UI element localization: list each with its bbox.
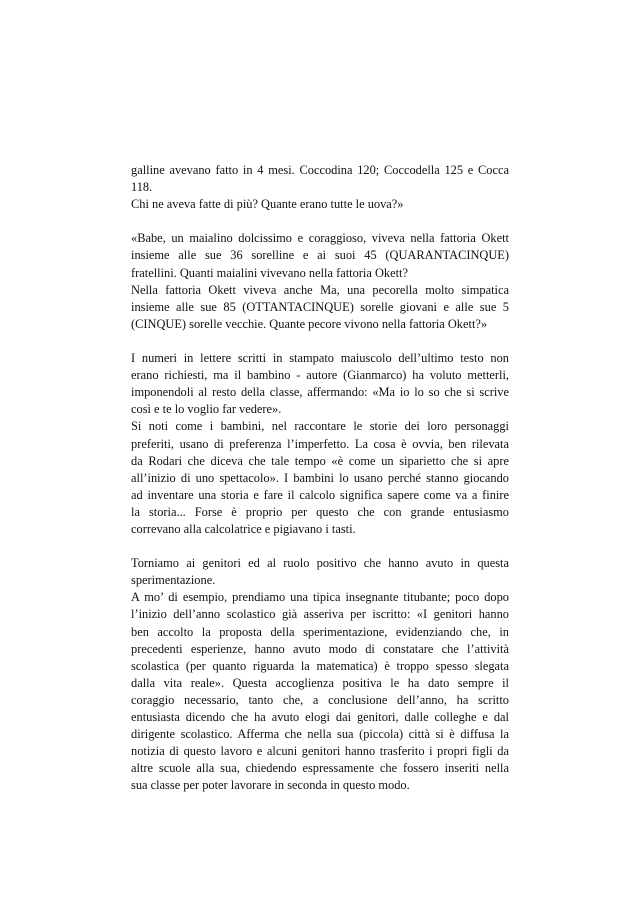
text-line: notizia di questo lavoro e alcuni genitori hanno trasferito i propri figli da: [131, 744, 509, 759]
text-line: (CINQUE) sorelle vecchie. Quante pecore vivono nella fattoria Okett?»: [131, 316, 488, 331]
text-line: galline avevano fatto in 4 mesi. Coccodina 120; Coccodella 125 e Cocca: [131, 163, 509, 177]
text-line: sua classe per poter lavorare in seconda in questo modo.: [131, 778, 410, 793]
text-line: altre scuole alla sua, chiedendo espressamente che fossero inseriti nella: [131, 761, 509, 776]
text-line: erano richiesti, ma il bambino - autore (Gianmarco) ha voluto metterli,: [131, 368, 509, 383]
text-line: dirigente scolastico. Afferma che nella sua (piccola) città si è diffusa la: [131, 727, 509, 742]
text-line: da Rodari che diceva che tale tempo «è come un siparietto che si apre: [131, 453, 509, 468]
text-line: Nella fattoria Okett viveva anche Ma, una pecorella molto simpatica: [131, 282, 509, 297]
text-line: Si noti come i bambini, nel raccontare le storie dei loro personaggi: [131, 419, 509, 434]
paragraph: [131, 350, 509, 538]
text-line: 118.: [131, 180, 153, 195]
text-line: A mo’ di esempio, prendiamo una tipica insegnante titubante; poco dopo: [131, 590, 509, 605]
text-line: precedenti esperienze, hanno avuto modo di constatare che l’attività: [131, 641, 509, 656]
text-line: così e te lo voglio far vedere».: [131, 402, 282, 417]
text-line: insieme alle sue 36 sorelline e ai suoi 45 (QUARANTACINQUE): [131, 248, 509, 263]
text-line: insieme alle sue 85 (OTTANTACINQUE) sorelle giovani e alle sue 5: [131, 299, 509, 314]
text-line: imponendoli al resto della classe, affermando: «Ma io lo so che si scrive: [131, 385, 509, 400]
text-line: Chi ne aveva fatte di più? Quante erano tutte le uova?»: [131, 197, 404, 212]
text-line: ad inventare una storia e fare il calcolo significa sapere come va a finire: [131, 487, 509, 502]
text-line: scolastica (per quanto riguarda la matematica) è troppo spesso slegata: [131, 658, 509, 673]
text-line: sperimentazione.: [131, 573, 216, 588]
text-line: fratellini. Quanti maialini vivevano nella fattoria Okett?: [131, 265, 408, 280]
text-line: correvano alla calcolatrice e pigiavano i tasti.: [131, 521, 356, 536]
body-text: [131, 162, 509, 812]
paragraph: [131, 162, 509, 213]
text-line: l’inizio dell’anno scolastico già asseriva per iscritto: «I genitori hanno: [131, 607, 509, 622]
text-line: entusiasta dicendo che ha avuto elogi dai genitori, dalle colleghe e dal: [131, 710, 509, 724]
text-line: dalla vita reale». Questa accoglienza positiva le ha dato sempre il: [131, 675, 509, 690]
text-line: I numeri in lettere scritti in stampato maiuscolo dell’ultimo testo non: [131, 351, 509, 366]
text-line: preferiti, usano di preferenza l’imperfetto. La cosa è ovvia, ben rilevata: [131, 436, 509, 451]
text-line: Torniamo ai genitori ed al ruolo positivo che hanno avuto in questa: [131, 556, 509, 571]
text-line: coraggio necessario, tanto che, a conclusione dell’anno, ha scritto: [131, 692, 509, 707]
text-line: ben accolto la proposta della sperimentazione, evidenziando che, in: [131, 624, 509, 639]
text-line: la storia... Forse è proprio per questo che con grande entusiasmo: [131, 504, 509, 519]
paragraph: [131, 555, 509, 794]
text-line: «Babe, un maialino dolcissimo e coraggioso, viveva nella fattoria Okett: [131, 231, 509, 246]
paragraph: [131, 230, 509, 333]
text-line: all’inizio di uno spettacolo». I bambini lo usano perché stanno giocando: [131, 470, 509, 485]
